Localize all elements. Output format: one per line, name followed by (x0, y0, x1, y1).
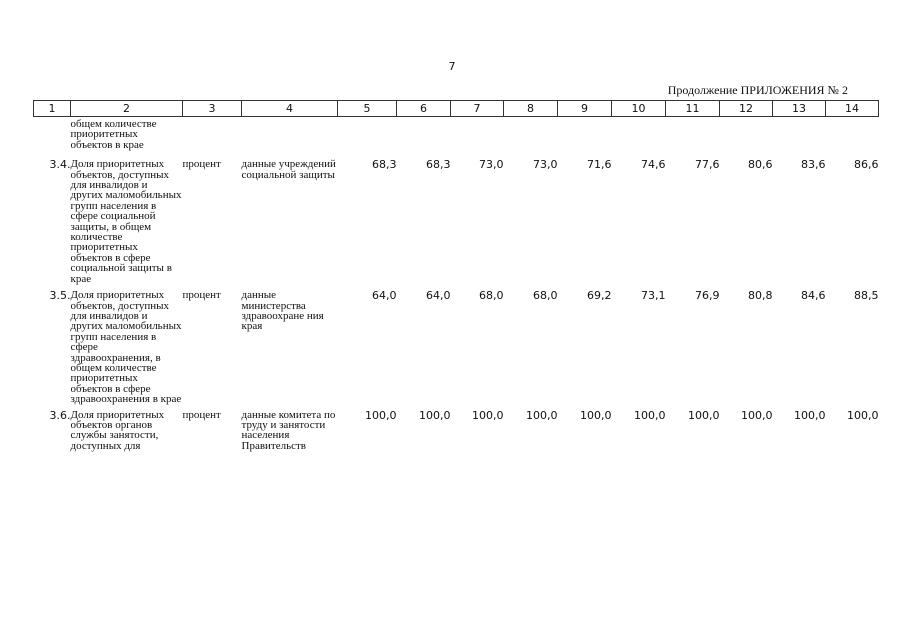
value-cell (338, 117, 397, 151)
value-cell: 100,0 (419, 408, 451, 422)
row-number: 3.4. (49, 158, 71, 172)
column-header: 13 (773, 101, 826, 117)
value-cell: 100,0 (580, 408, 612, 422)
indicator-name: общем количестве приоритетных объектов в крае (70, 118, 157, 151)
value-cell: 73,1 (641, 289, 666, 303)
value-cell: 88,5 (854, 289, 879, 303)
value-cell: 64,0 (372, 289, 397, 303)
table-row (34, 150, 879, 284)
indicator-name: Доля приоритетных объектов органов службы занятости, доступных для (70, 408, 165, 452)
value-cell (504, 117, 558, 151)
value-cell: 73,0 (479, 158, 504, 172)
value-cell: 71,6 (587, 158, 612, 172)
column-header: 8 (504, 101, 558, 117)
value-cell (397, 117, 451, 151)
column-header: 2 (71, 101, 183, 117)
source-cell: данные учреждений социальной защиты (241, 158, 336, 181)
column-header: 5 (338, 101, 397, 117)
column-header: 7 (451, 101, 504, 117)
value-cell: 100,0 (472, 408, 504, 422)
unit-cell: процент (182, 158, 221, 171)
source-cell: данные комитета по труду и занятости населения Правительств (241, 408, 336, 452)
column-header: 4 (242, 101, 338, 117)
value-cell: 68,0 (479, 289, 504, 303)
column-header: 9 (558, 101, 612, 117)
column-header: 10 (612, 101, 666, 117)
value-cell: 68,0 (533, 289, 558, 303)
row-number: 3.6. (49, 408, 71, 422)
column-header: 11 (666, 101, 720, 117)
row-number (34, 117, 71, 151)
value-cell (826, 117, 879, 151)
table-header-row (34, 101, 879, 117)
value-cell: 100,0 (794, 408, 826, 422)
table-row (34, 405, 879, 452)
source-cell: данные министерства здравоохране ния края (241, 289, 324, 333)
column-header: 12 (720, 101, 773, 117)
continuation-heading: Продолжение ПРИЛОЖЕНИЯ № 2 (667, 83, 848, 97)
value-cell: 69,2 (587, 289, 612, 303)
column-header: 1 (34, 101, 71, 117)
value-cell: 77,6 (695, 158, 720, 172)
value-cell: 100,0 (526, 408, 558, 422)
table-row (34, 117, 879, 151)
value-cell (612, 117, 666, 151)
unit-cell: процент (182, 408, 221, 421)
unit-cell: процент (182, 289, 221, 302)
value-cell: 80,6 (748, 158, 773, 172)
indicators-table (33, 100, 879, 451)
page-number: 7 (448, 60, 456, 73)
value-cell (451, 117, 504, 151)
value-cell: 100,0 (634, 408, 666, 422)
value-cell: 84,6 (801, 289, 826, 303)
column-header: 3 (183, 101, 242, 117)
value-cell (558, 117, 612, 151)
column-header: 6 (397, 101, 451, 117)
column-header: 14 (826, 101, 879, 117)
value-cell (773, 117, 826, 151)
value-cell (666, 117, 720, 151)
value-cell: 86,6 (854, 158, 879, 172)
row-number: 3.5. (49, 289, 71, 303)
value-cell: 73,0 (533, 158, 558, 172)
source-cell (242, 117, 338, 151)
value-cell: 100,0 (847, 408, 879, 422)
value-cell: 100,0 (741, 408, 773, 422)
table-row (34, 284, 879, 404)
value-cell: 76,9 (695, 289, 720, 303)
value-cell: 100,0 (365, 408, 397, 422)
indicator-name: Доля приоритетных объектов, доступных для инвалидов и других маломобильных групп населения в сфере социальной защиты, в общем количестве приоритетных объектов в сфере социальной защиты в крае (70, 158, 182, 285)
value-cell: 80,8 (748, 289, 773, 303)
unit-cell (183, 117, 242, 151)
value-cell: 64,0 (426, 289, 451, 303)
value-cell: 100,0 (688, 408, 720, 422)
value-cell: 83,6 (801, 158, 826, 172)
value-cell: 68,3 (426, 158, 451, 172)
indicator-name: Доля приоритетных объектов, доступных для инвалидов и других маломобильных групп населения в сфере здравоохранения, в общем количестве приоритетных объектов в сфере здравоохранения в крае (70, 289, 182, 406)
value-cell (720, 117, 773, 151)
value-cell: 74,6 (641, 158, 666, 172)
value-cell: 68,3 (372, 158, 397, 172)
